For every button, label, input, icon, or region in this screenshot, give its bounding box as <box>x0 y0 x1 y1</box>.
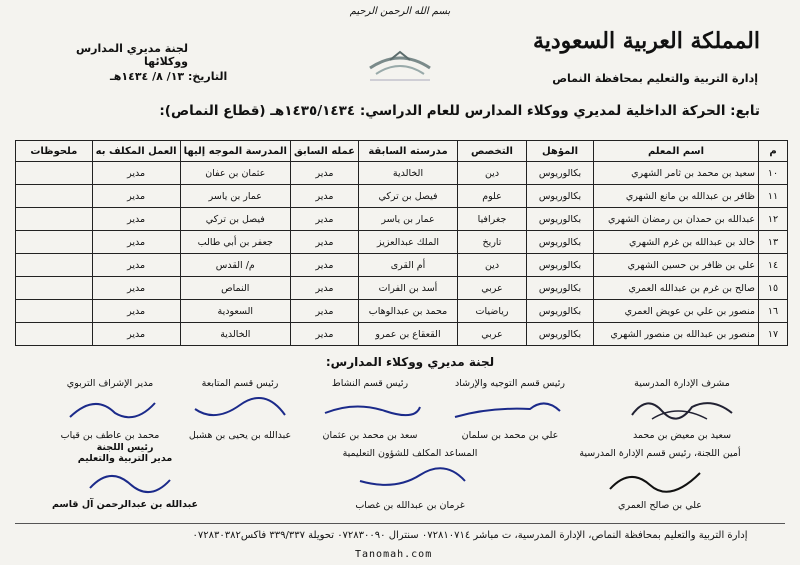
cell-teacher-name: ظافر بن عبدالله بن مانع الشهري <box>594 185 759 208</box>
col-previous-job: عمله السابق <box>290 141 358 162</box>
signature-scribble-icon <box>70 464 180 496</box>
cell-notes <box>16 323 93 346</box>
footer-divider <box>15 523 785 524</box>
cell-previous-school: فيصل بن تركي <box>359 185 458 208</box>
signature-scribble-icon <box>350 459 470 497</box>
cell-assigned-job: مدير <box>92 162 180 185</box>
signature-scribble-icon <box>315 389 425 427</box>
signature-scribble-icon <box>600 459 720 497</box>
cell-previous-job: مدير <box>290 254 358 277</box>
cell-target-school: عثمان بن عفان <box>180 162 290 185</box>
cell-previous-job: مدير <box>290 300 358 323</box>
table-row <box>16 231 788 254</box>
department-name: إدارة التربية والتعليم بمحافظة النماص <box>552 72 758 85</box>
signatory-guidance <box>435 378 585 441</box>
cell-notes <box>16 300 93 323</box>
table-header-row <box>16 141 788 162</box>
signatory-activity <box>310 378 430 441</box>
signatory-role: مشرف الإدارة المدرسية <box>634 378 730 389</box>
cell-number: ١٣ <box>759 231 788 254</box>
cell-previous-job: مدير <box>290 185 358 208</box>
cell-previous-job: مدير <box>290 162 358 185</box>
signatory-role: المساعد المكلف للشؤون التعليمية <box>342 448 478 459</box>
signature-scribble-icon <box>622 389 742 427</box>
cell-number: ١٢ <box>759 208 788 231</box>
cell-number: ١٤ <box>759 254 788 277</box>
document-title: تابع: الحركة الداخلية لمديري ووكلاء المدارس للعام الدراسي: ١٤٣٥/١٤٣٤هـ (قطاع النماص): <box>159 103 760 119</box>
cell-notes <box>16 254 93 277</box>
signatory-followup <box>180 378 300 441</box>
cell-previous-job: مدير <box>290 231 358 254</box>
cell-target-school: م/ القدس <box>180 254 290 277</box>
footer-contact: إدارة التربية والتعليم بمحافظة النماص، الإدارة المدرسية، ت مباشر ٠٧٢٨١٠٧١٤ سنترال ٠٧٢٨٣٠٠٩٠ تحويلة ٣٣٩/٣٣٧ فاكس٠٧٢٨٣٠٣٨٢ <box>192 530 748 541</box>
table-row <box>16 300 788 323</box>
cell-notes <box>16 185 93 208</box>
signatory-role: مدير الإشراف التربوي <box>66 378 154 389</box>
signature-scribble-icon <box>55 389 165 427</box>
signature-scribble-icon <box>450 389 570 427</box>
signatory-role: رئيس قسم التوجيه والإرشاد <box>454 378 566 389</box>
cell-teacher-name: صالح بن غرم بن عبدالله العمري <box>594 277 759 300</box>
cell-qualification: بكالوريوس <box>527 231 594 254</box>
cell-target-school: النماص <box>180 277 290 300</box>
col-assigned-job: العمل المكلف به <box>92 141 180 162</box>
signatory-name: عبدالله بن يحيى بن هشبل <box>188 430 292 441</box>
col-number: م <box>759 141 788 162</box>
cell-specialization: عربي <box>458 277 527 300</box>
cell-teacher-name: خالد بن عبدالله بن غرم الشهري <box>594 231 759 254</box>
cell-teacher-name: عبدالله بن حمدان بن رمضان الشهري <box>594 208 759 231</box>
cell-assigned-job: مدير <box>92 185 180 208</box>
kingdom-logo-text: المملكة العربية السعودية <box>532 28 760 54</box>
cell-target-school: السعودية <box>180 300 290 323</box>
signatory-role-title: مدير التربية والتعليم <box>77 453 173 464</box>
cell-previous-job: مدير <box>290 277 358 300</box>
signatory-supervisor <box>612 378 752 441</box>
table-row <box>16 208 788 231</box>
cell-target-school: عمار بن ياسر <box>180 185 290 208</box>
committee-title: لجنة مديري ووكلاء المدارس: <box>325 355 495 369</box>
col-teacher-name: اسم المعلم <box>594 141 759 162</box>
col-specialization: التخصص <box>458 141 527 162</box>
cell-assigned-job: مدير <box>92 277 180 300</box>
cell-teacher-name: سعيد بن محمد بن ثامر الشهري <box>594 162 759 185</box>
cell-specialization: دين <box>458 254 527 277</box>
table-row <box>16 162 788 185</box>
cell-number: ١٠ <box>759 162 788 185</box>
signature-scribble-icon <box>185 389 295 427</box>
basmala: بسم الله الرحمن الرحيم <box>349 6 451 17</box>
cell-assigned-job: مدير <box>92 323 180 346</box>
cell-specialization: عربي <box>458 323 527 346</box>
signatory-role: رئيس قسم المتابعة <box>201 378 279 389</box>
ministry-logo-icon <box>330 30 470 90</box>
signatory-role: رئيس اللجنة <box>96 442 154 453</box>
col-target-school: المدرسة الموجه إليها <box>180 141 290 162</box>
signatory-educational-supervision <box>45 378 175 441</box>
cell-previous-school: محمد بن عبدالوهاب <box>359 300 458 323</box>
cell-previous-job: مدير <box>290 208 358 231</box>
signatory-name: عبدالله بن عبدالرحمن آل قاسم <box>51 499 199 510</box>
table-row <box>16 277 788 300</box>
cell-notes <box>16 231 93 254</box>
cell-assigned-job: مدير <box>92 208 180 231</box>
signatory-name: سعد بن محمد بن عثمان <box>322 430 418 441</box>
cell-assigned-job: مدير <box>92 231 180 254</box>
signatory-name: غرمان بن عبدالله بن غصاب <box>355 500 465 511</box>
cell-target-school: فيصل بن تركي <box>180 208 290 231</box>
table-row <box>16 254 788 277</box>
cell-number: ١٥ <box>759 277 788 300</box>
cell-previous-school: الملك عبدالعزيز <box>359 231 458 254</box>
cell-qualification: بكالوريوس <box>527 277 594 300</box>
cell-specialization: دين <box>458 162 527 185</box>
signatory-name: سعيد بن معيض بن محمد <box>632 430 732 441</box>
table-row <box>16 185 788 208</box>
cell-teacher-name: علي بن ظافر بن حسين الشهري <box>594 254 759 277</box>
cell-specialization: رياضيات <box>458 300 527 323</box>
cell-teacher-name: منصور بن علي بن عويض العمري <box>594 300 759 323</box>
watermark-site: Tanomah.com <box>355 549 433 560</box>
signatory-name: محمد بن عاطف بن قياب <box>60 430 160 441</box>
cell-qualification: بكالوريوس <box>527 254 594 277</box>
cell-previous-school: عمار بن ياسر <box>359 208 458 231</box>
signatory-role: رئيس قسم النشاط <box>331 378 409 389</box>
cell-qualification: بكالوريوس <box>527 162 594 185</box>
document-date: التاريخ: ١٣/ ٨/ ١٤٣٤هـ <box>110 70 228 83</box>
table-row <box>16 323 788 346</box>
cell-specialization: تاريخ <box>458 231 527 254</box>
transfers-table <box>15 140 788 346</box>
cell-number: ١٦ <box>759 300 788 323</box>
cell-number: ١٧ <box>759 323 788 346</box>
signatory-education-assistant <box>320 448 500 511</box>
cell-teacher-name: منصور بن عبدالله بن منصور الشهري <box>594 323 759 346</box>
cell-notes <box>16 208 93 231</box>
cell-qualification: بكالوريوس <box>527 185 594 208</box>
cell-previous-school: أسد بن الفرات <box>359 277 458 300</box>
cell-previous-school: أم القرى <box>359 254 458 277</box>
signatory-name: علي بن صالح العمري <box>618 500 702 511</box>
cell-assigned-job: مدير <box>92 300 180 323</box>
cell-target-school: الخالدية <box>180 323 290 346</box>
cell-specialization: علوم <box>458 185 527 208</box>
cell-notes <box>16 162 93 185</box>
cell-notes <box>16 277 93 300</box>
cell-target-school: جعفر بن أبي طالب <box>180 231 290 254</box>
signatory-committee-secretary <box>560 448 760 511</box>
cell-previous-school: الخالدية <box>359 162 458 185</box>
cell-number: ١١ <box>759 185 788 208</box>
cell-previous-job: مدير <box>290 323 358 346</box>
col-notes: ملحوظات <box>16 141 93 162</box>
cell-previous-school: القعقاع بن عمرو <box>359 323 458 346</box>
col-qualification: المؤهل <box>527 141 594 162</box>
cell-qualification: بكالوريوس <box>527 323 594 346</box>
cell-qualification: بكالوريوس <box>527 300 594 323</box>
cell-specialization: جغرافيا <box>458 208 527 231</box>
committee-name: لجنة مديري المدارس ووكلائها <box>75 42 188 68</box>
signatory-committee-chair <box>40 442 210 510</box>
signatory-name: علي بن محمد بن سلمان <box>461 430 559 441</box>
col-previous-school: مدرسته السابقة <box>359 141 458 162</box>
cell-qualification: بكالوريوس <box>527 208 594 231</box>
cell-assigned-job: مدير <box>92 254 180 277</box>
signatory-role: أمين اللجنة، رئيس قسم الإدارة المدرسية <box>579 448 741 459</box>
